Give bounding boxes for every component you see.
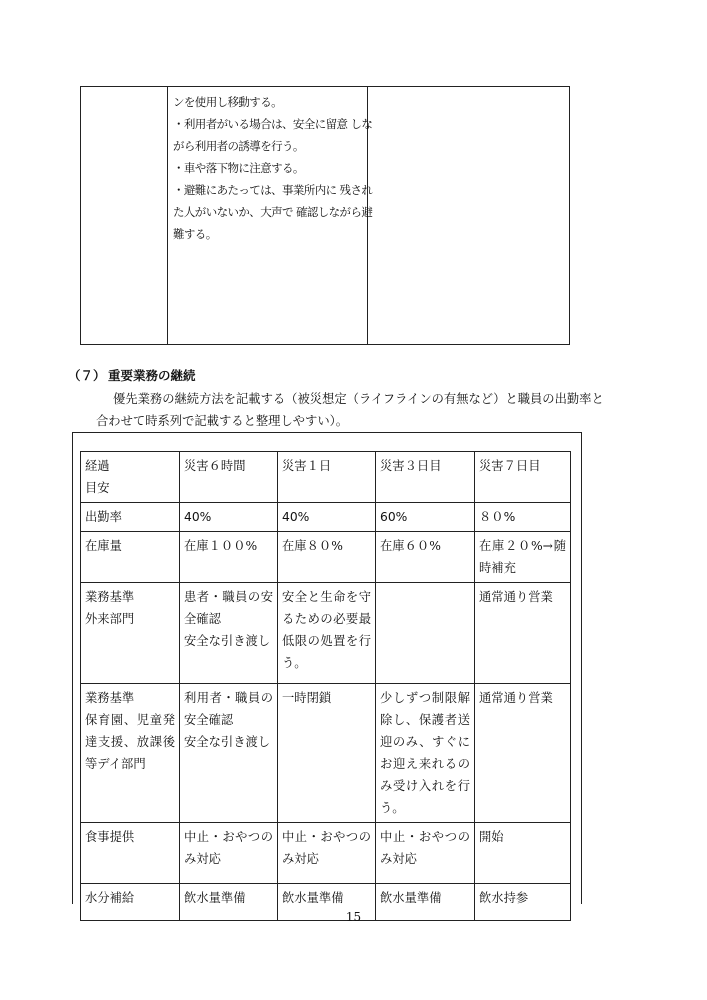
table-cell: 飲水量準備 bbox=[278, 884, 376, 921]
continuation-table bbox=[80, 86, 570, 345]
row-label-cell: 水分補給 bbox=[81, 884, 180, 921]
instruction-line: ・車や落下物に注意する。 bbox=[173, 161, 304, 175]
row-label-cell: 食事提供 bbox=[81, 823, 180, 884]
page-number: 15 bbox=[345, 910, 362, 924]
table-cell: 在庫８０% bbox=[278, 532, 376, 583]
table-cell: 患者・職員の安全確認 安全な引き渡し bbox=[180, 583, 278, 684]
table-cell: 中止・おやつのみ対応 bbox=[376, 823, 475, 884]
section-description: 優先業務の継続方法を記載する（被災想定（ライフラインの有無など）と職員の出勤率と bbox=[113, 392, 604, 406]
business-continuity-table bbox=[80, 451, 571, 921]
instruction-line: ンを使用し移動する。 bbox=[173, 95, 282, 109]
section-title: 重要業務の継続 bbox=[108, 368, 196, 383]
table-cell: 一時閉鎖 bbox=[278, 684, 376, 823]
table-cell: 中止・おやつのみ対応 bbox=[180, 823, 278, 884]
table-cell: 在庫１００% bbox=[180, 532, 278, 583]
table-cell: 40% bbox=[180, 503, 278, 532]
table-row bbox=[81, 583, 571, 684]
section-description: 合わせて時系列で記載すると整理しやすい）。 bbox=[96, 414, 349, 428]
section-number: （７） bbox=[68, 368, 106, 383]
row-label-cell: 在庫量 bbox=[81, 532, 180, 583]
table-cell: 利用者・職員の安全確認 安全な引き渡し bbox=[180, 684, 278, 823]
table-cell: 40% bbox=[278, 503, 376, 532]
table-cell: 飲水量準備 bbox=[180, 884, 278, 921]
table-row bbox=[81, 823, 571, 884]
table-cell: 通常通り営業 bbox=[475, 684, 571, 823]
row-label-cell: 業務基準 保育園、児童発達支援、放課後等デイ部門 bbox=[81, 684, 180, 823]
table-cell: 開始 bbox=[475, 823, 571, 884]
instruction-line: ・避難にあたっては、事業所内に 残され bbox=[173, 183, 373, 197]
table-cell: 飲水量準備 bbox=[376, 884, 475, 921]
column-divider bbox=[167, 87, 168, 344]
table-cell: 中止・おやつのみ対応 bbox=[278, 823, 376, 884]
header-cell: 災害６時間 bbox=[180, 452, 278, 503]
header-cell: 経過 目安 bbox=[81, 452, 180, 503]
header-cell: 災害１日 bbox=[278, 452, 376, 503]
table-cell: 在庫２０%→随時補充 bbox=[475, 532, 571, 583]
table-cell: 安全と生命を守るための必要最低限の処置を行う。 bbox=[278, 583, 376, 684]
table-cell: 少しずつ制限解除し、保護者送迎のみ、すぐにお迎え来れるのみ受け入れを行う。 bbox=[376, 684, 475, 823]
table-cell: ８０% bbox=[475, 503, 571, 532]
table-row bbox=[81, 532, 571, 583]
table-cell: 飲水持参 bbox=[475, 884, 571, 921]
row-label-cell: 出勤率 bbox=[81, 503, 180, 532]
instruction-line: 難する。 bbox=[173, 227, 217, 241]
header-cell: 災害３日目 bbox=[376, 452, 475, 503]
table-row bbox=[81, 684, 571, 823]
table-cell: 在庫６０% bbox=[376, 532, 475, 583]
table-cell bbox=[376, 583, 475, 684]
instruction-line: がら利用者の誘導を行う。 bbox=[173, 139, 304, 153]
table-row bbox=[81, 503, 571, 532]
table-cell: 60% bbox=[376, 503, 475, 532]
header-cell: 災害７日目 bbox=[475, 452, 571, 503]
table-header-row bbox=[81, 452, 571, 503]
evacuation-instructions bbox=[173, 91, 373, 245]
instruction-line: ・利用者がいる場合は、安全に留意 しな bbox=[173, 117, 373, 131]
table-cell: 通常通り営業 bbox=[475, 583, 571, 684]
row-label-cell: 業務基準 外来部門 bbox=[81, 583, 180, 684]
instruction-line: た人がいないか、大声で 確認しながら避 bbox=[173, 205, 373, 219]
